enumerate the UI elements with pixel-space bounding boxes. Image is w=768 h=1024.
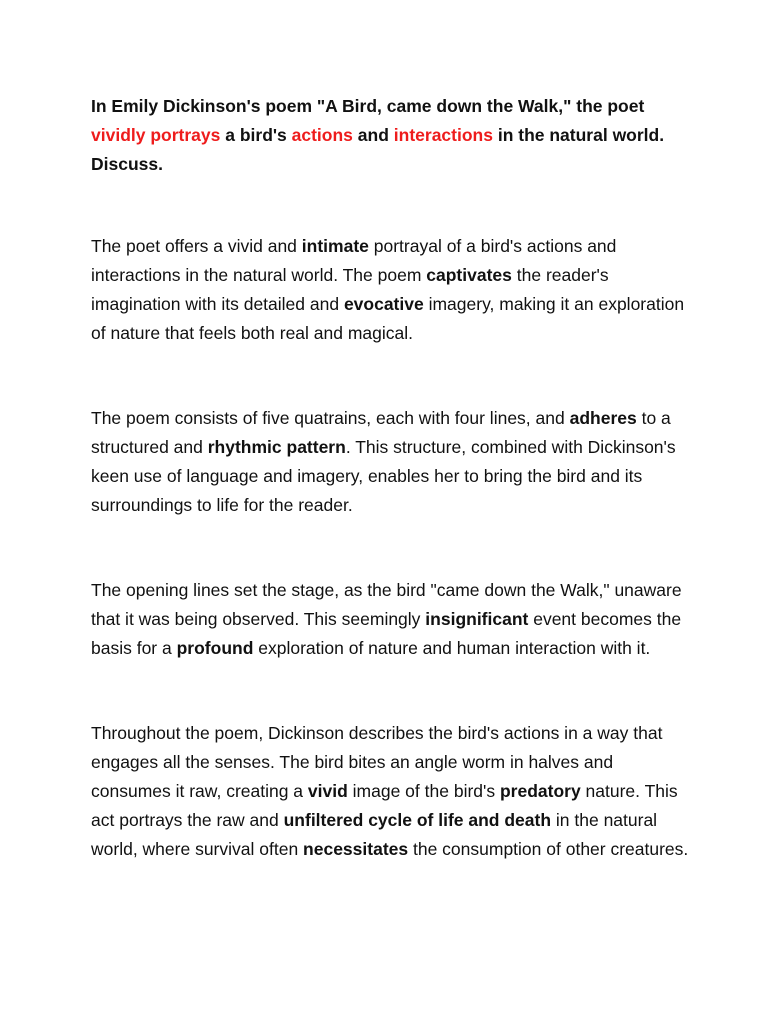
prompt-text: a bird's <box>220 125 292 145</box>
bold-term: necessitates <box>303 839 409 859</box>
bold-term: intimate <box>301 236 369 256</box>
paragraph-text: exploration of nature and human interaction with it. <box>253 638 651 658</box>
bold-term: rhythmic pattern <box>207 437 346 457</box>
bold-term: captivates <box>426 265 512 285</box>
prompt-text: In Emily Dickinson's poem "A Bird, came down the Walk," the poet <box>91 96 645 116</box>
paragraph-text: event becomes the basis for a <box>91 609 682 658</box>
paragraph-text: portrayal of a bird's actions and interactions in the natural world. The poem <box>91 236 617 285</box>
paragraph-text: in the natural world, where survival often <box>91 810 658 859</box>
paragraph-text: . This structure, combined with Dickinson's keen use of language and imagery, enables her to bring the bird and its surroundings to life for the reader. <box>91 437 676 515</box>
body-paragraph <box>91 719 691 864</box>
paragraph-text: image of the bird's <box>347 781 500 801</box>
body-paragraph <box>91 232 691 348</box>
prompt-highlight: actions <box>291 125 353 145</box>
paragraph-text: Throughout the poem, Dickinson describes the bird's actions in a way that engages all the senses. The bird bites an angle worm in halves and consumes it raw, creating a <box>91 723 663 801</box>
body-paragraph <box>91 576 691 663</box>
paragraph-text: nature. This act portrays the raw and <box>91 781 678 830</box>
body-paragraph <box>91 404 691 520</box>
paragraph-text: the reader's imagination with its detailed and <box>91 265 609 314</box>
paragraph-text: the consumption of other creatures. <box>408 839 689 859</box>
paragraph-text: The opening lines set the stage, as the bird "came down the Walk," unaware that it was being observed. This seemingly <box>91 580 682 629</box>
prompt-highlight: interactions <box>393 125 493 145</box>
prompt-text: in the natural world. Discuss. <box>91 125 665 174</box>
prompt-text: and <box>352 125 394 145</box>
bold-term: profound <box>176 638 254 658</box>
bold-term: adheres <box>569 408 637 428</box>
bold-term: evocative <box>343 294 424 314</box>
essay-prompt <box>91 92 691 179</box>
bold-term: unfiltered cycle of life and death <box>283 810 552 830</box>
paragraph-text: The poet offers a vivid and <box>91 236 302 256</box>
paragraph-text: The poem consists of five quatrains, each with four lines, and <box>91 408 570 428</box>
bold-term: vivid <box>307 781 348 801</box>
paragraph-text: to a structured and <box>91 408 671 457</box>
document-page <box>91 92 691 864</box>
paragraph-text: imagery, making it an exploration of nature that feels both real and magical. <box>91 294 685 343</box>
bold-term: predatory <box>499 781 581 801</box>
bold-term: insignificant <box>425 609 529 629</box>
prompt-highlight: vividly portrays <box>91 125 221 145</box>
